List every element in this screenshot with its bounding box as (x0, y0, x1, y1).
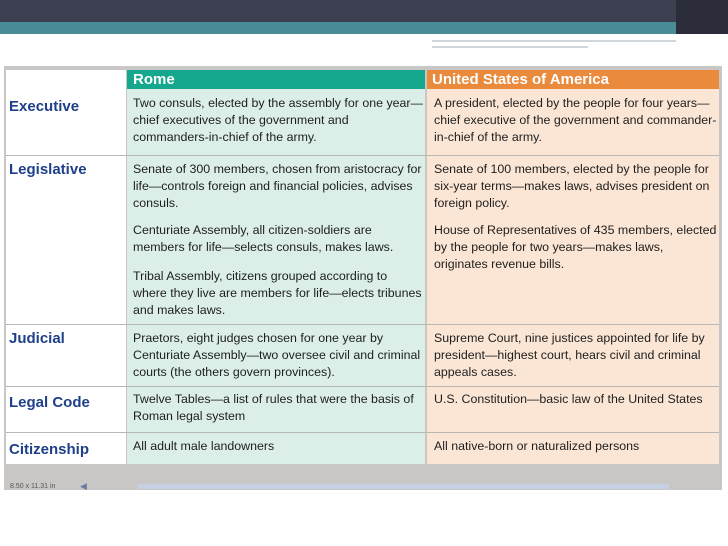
usa-citizenship-text: All native-born or naturalized persons (434, 439, 640, 453)
page-size-label: 8.50 x 11.31 in (10, 483, 56, 490)
rome-legal-code-text: Twelve Tables—a list of rules that were the basis of Roman legal system (133, 392, 414, 423)
row-label-citizenship: Citizenship (9, 441, 90, 458)
scroll-left-icon[interactable]: ◀ (80, 481, 87, 491)
row-label-executive: Executive (9, 98, 80, 115)
row-label-legislative: Legislative (9, 161, 87, 178)
slide-accent-band (0, 22, 728, 34)
rome-citizenship-text: All adult male landowners (133, 439, 275, 453)
rome-judicial-text: Praetors, eight judges chosen for one year by Centuriate Assembly—two oversee civil and criminal courts (the others govern provinces). (133, 331, 421, 379)
usa-senate-text: Senate of 100 members, elected by the people for six-year terms—makes laws, advises president on foreign policy. (434, 162, 710, 210)
rome-senate-text: Senate of 300 members, chosen from aristocracy for life—controls foreign and financial policies, advises consuls. (133, 162, 422, 210)
row-label-legal-code: Legal Code (9, 394, 90, 411)
row-divider (6, 155, 719, 156)
rome-centuriate-text: Centuriate Assembly, all citizen-soldiers are members for life—selects consuls, makes laws. (133, 223, 394, 254)
slide-top-bar (0, 0, 728, 22)
row-divider (6, 432, 719, 433)
usa-executive-text: A president, elected by the people for four years—chief executive of the government and commander-in-chief of the army. (434, 96, 717, 144)
slide-accent-line (432, 46, 588, 48)
usa-house-text: House of Representatives of 435 members, elected by the people for two years—makes laws, originates revenue bills. (434, 223, 717, 271)
row-divider (6, 324, 719, 325)
usa-judicial-text: Supreme Court, nine justices appointed for life by president—highest court, hears civil and criminal appeals cases. (434, 331, 705, 379)
row-label-judicial: Judicial (9, 330, 65, 347)
header-rome: Rome (127, 70, 425, 89)
row-divider (6, 386, 719, 387)
slide-accent-line (432, 40, 676, 42)
header-usa: United States of America (427, 70, 719, 89)
slide-corner-block (676, 0, 728, 34)
horizontal-scrollbar[interactable] (138, 484, 669, 489)
rome-executive-text: Two consuls, elected by the assembly for one year—chief executives of the government and commanders-in-chief of the army. (133, 96, 423, 144)
rome-tribal-text: Tribal Assembly, citizens grouped according to where they live are members for life—elects tribunes and makes laws. (133, 269, 422, 317)
usa-legal-code-text: U.S. Constitution—basic law of the United States (434, 392, 703, 406)
